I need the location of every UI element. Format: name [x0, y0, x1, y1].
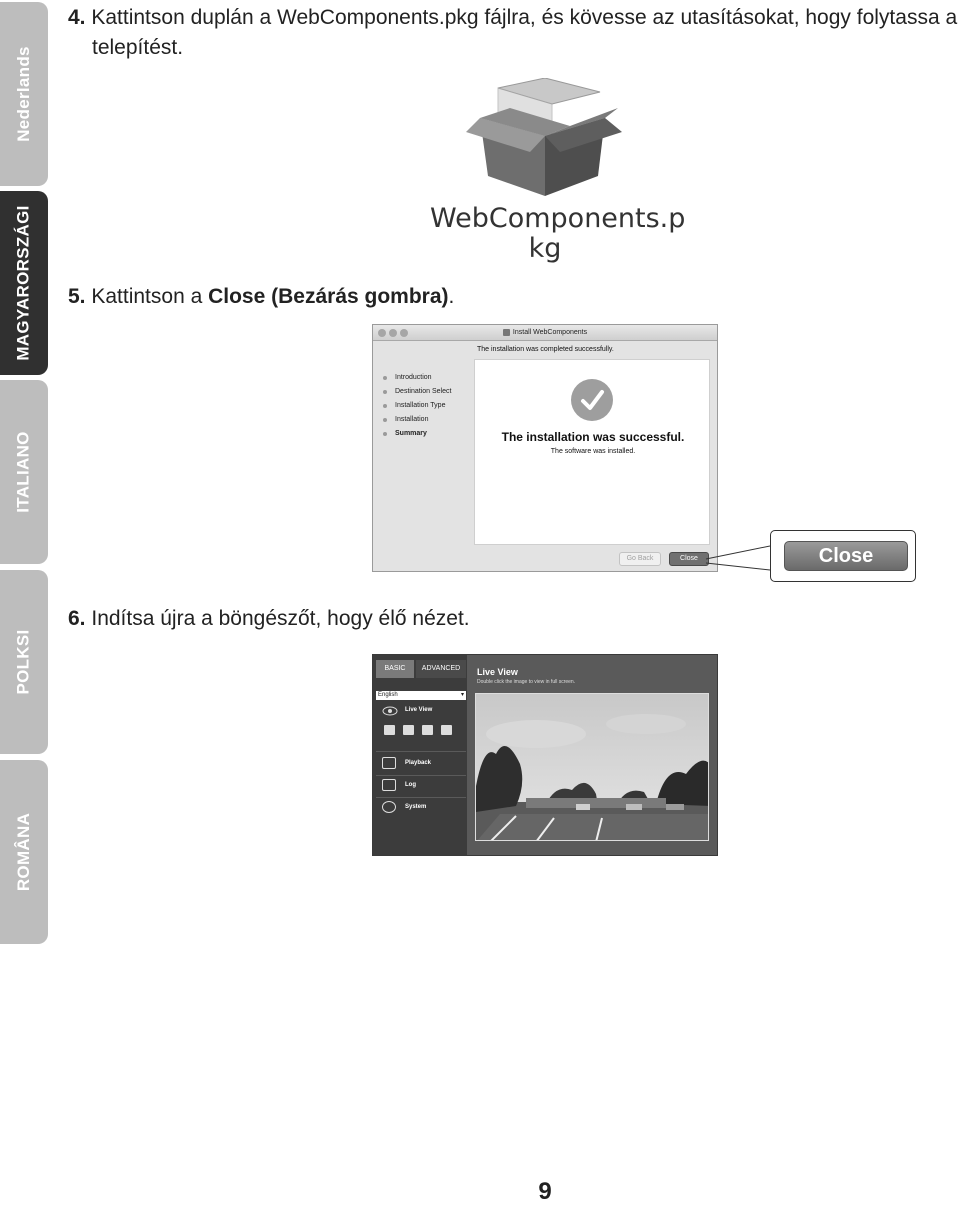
playback-icon [382, 757, 396, 769]
side-tab-label: MAGYARORSZÁGI [14, 205, 33, 361]
installer-heading: The installation was successful. [501, 430, 685, 444]
sidebar-item-label: Playback [405, 760, 432, 766]
step-text: Kattintson duplán a WebComponents.pkg fájlra, és kövesse az utasításokat, hogy folytassa a [91, 6, 958, 29]
sidebar-item-live-view[interactable] [376, 705, 466, 719]
step-text: Indítsa újra a böngészőt, hogy élő nézet. [91, 607, 470, 630]
language-select[interactable]: English ▾ [376, 691, 466, 700]
installer-title: Install WebComponents [512, 329, 588, 336]
record-icon[interactable] [403, 725, 414, 735]
camera-video-feed[interactable] [475, 693, 709, 841]
installer-status: The installation was completed successfully. [477, 346, 614, 353]
step-6 [68, 605, 470, 632]
sidebar-item-label: System [405, 804, 427, 810]
step-number: 4. [68, 6, 86, 29]
sidebar-item-label: Live View [405, 707, 433, 713]
divider [376, 751, 466, 752]
side-tab-label: ITALIANO [14, 431, 34, 513]
fullscreen-icon[interactable] [441, 725, 452, 735]
sidebar-item-playback[interactable] [376, 755, 466, 773]
snapshot-icon[interactable] [384, 725, 395, 735]
side-tab-label: Nederlands [14, 46, 33, 142]
live-view-title: Live View [477, 667, 518, 677]
live-view-window [372, 654, 718, 856]
installer-step: Installation Type [381, 399, 471, 413]
step-text: Kattintson a [91, 285, 209, 308]
sidebar-item-label: Log [405, 782, 416, 788]
installer-subtext: The software was installed. [550, 448, 636, 455]
installer-step: Installation [381, 413, 471, 427]
step-emphasis: Close (Bezárás gombra) [208, 285, 449, 308]
live-view-hint: Double click the image to view in full screen. [477, 679, 576, 685]
installer-step: Introduction [381, 371, 471, 385]
live-view-sidebar [373, 655, 467, 855]
step-text: telepítést. [92, 36, 184, 59]
installer-step-current: Summary [381, 427, 471, 441]
callout-pointer [0, 0, 960, 600]
zoom-icon[interactable] [422, 725, 433, 735]
side-tab-label: POLKSI [14, 629, 33, 695]
tab-basic[interactable]: BASIC [376, 660, 414, 678]
camera-image [476, 694, 709, 841]
callout-close-button[interactable]: Close [784, 541, 908, 571]
close-button[interactable]: Close [669, 552, 709, 566]
side-tab-label: ROMÂNA [14, 812, 34, 892]
package-filename: WebComponents.p kg [430, 203, 686, 264]
page-number: 9 [538, 1178, 552, 1205]
step-number: 5. [68, 285, 86, 308]
close-callout [770, 530, 916, 582]
step-number: 6. [68, 607, 86, 630]
log-icon [382, 779, 396, 791]
eye-icon [382, 706, 398, 716]
go-back-button[interactable]: Go Back [619, 552, 661, 566]
tab-advanced[interactable]: ADVANCED [416, 660, 466, 678]
step-text-end: . [448, 285, 455, 308]
sidebar-item-system[interactable] [376, 799, 466, 817]
sidebar-item-log[interactable] [376, 777, 466, 795]
divider [376, 775, 466, 776]
installer-step: Destination Select [381, 385, 471, 399]
divider [376, 797, 466, 798]
side-tab-romana[interactable] [0, 760, 48, 944]
info-icon [382, 801, 396, 813]
